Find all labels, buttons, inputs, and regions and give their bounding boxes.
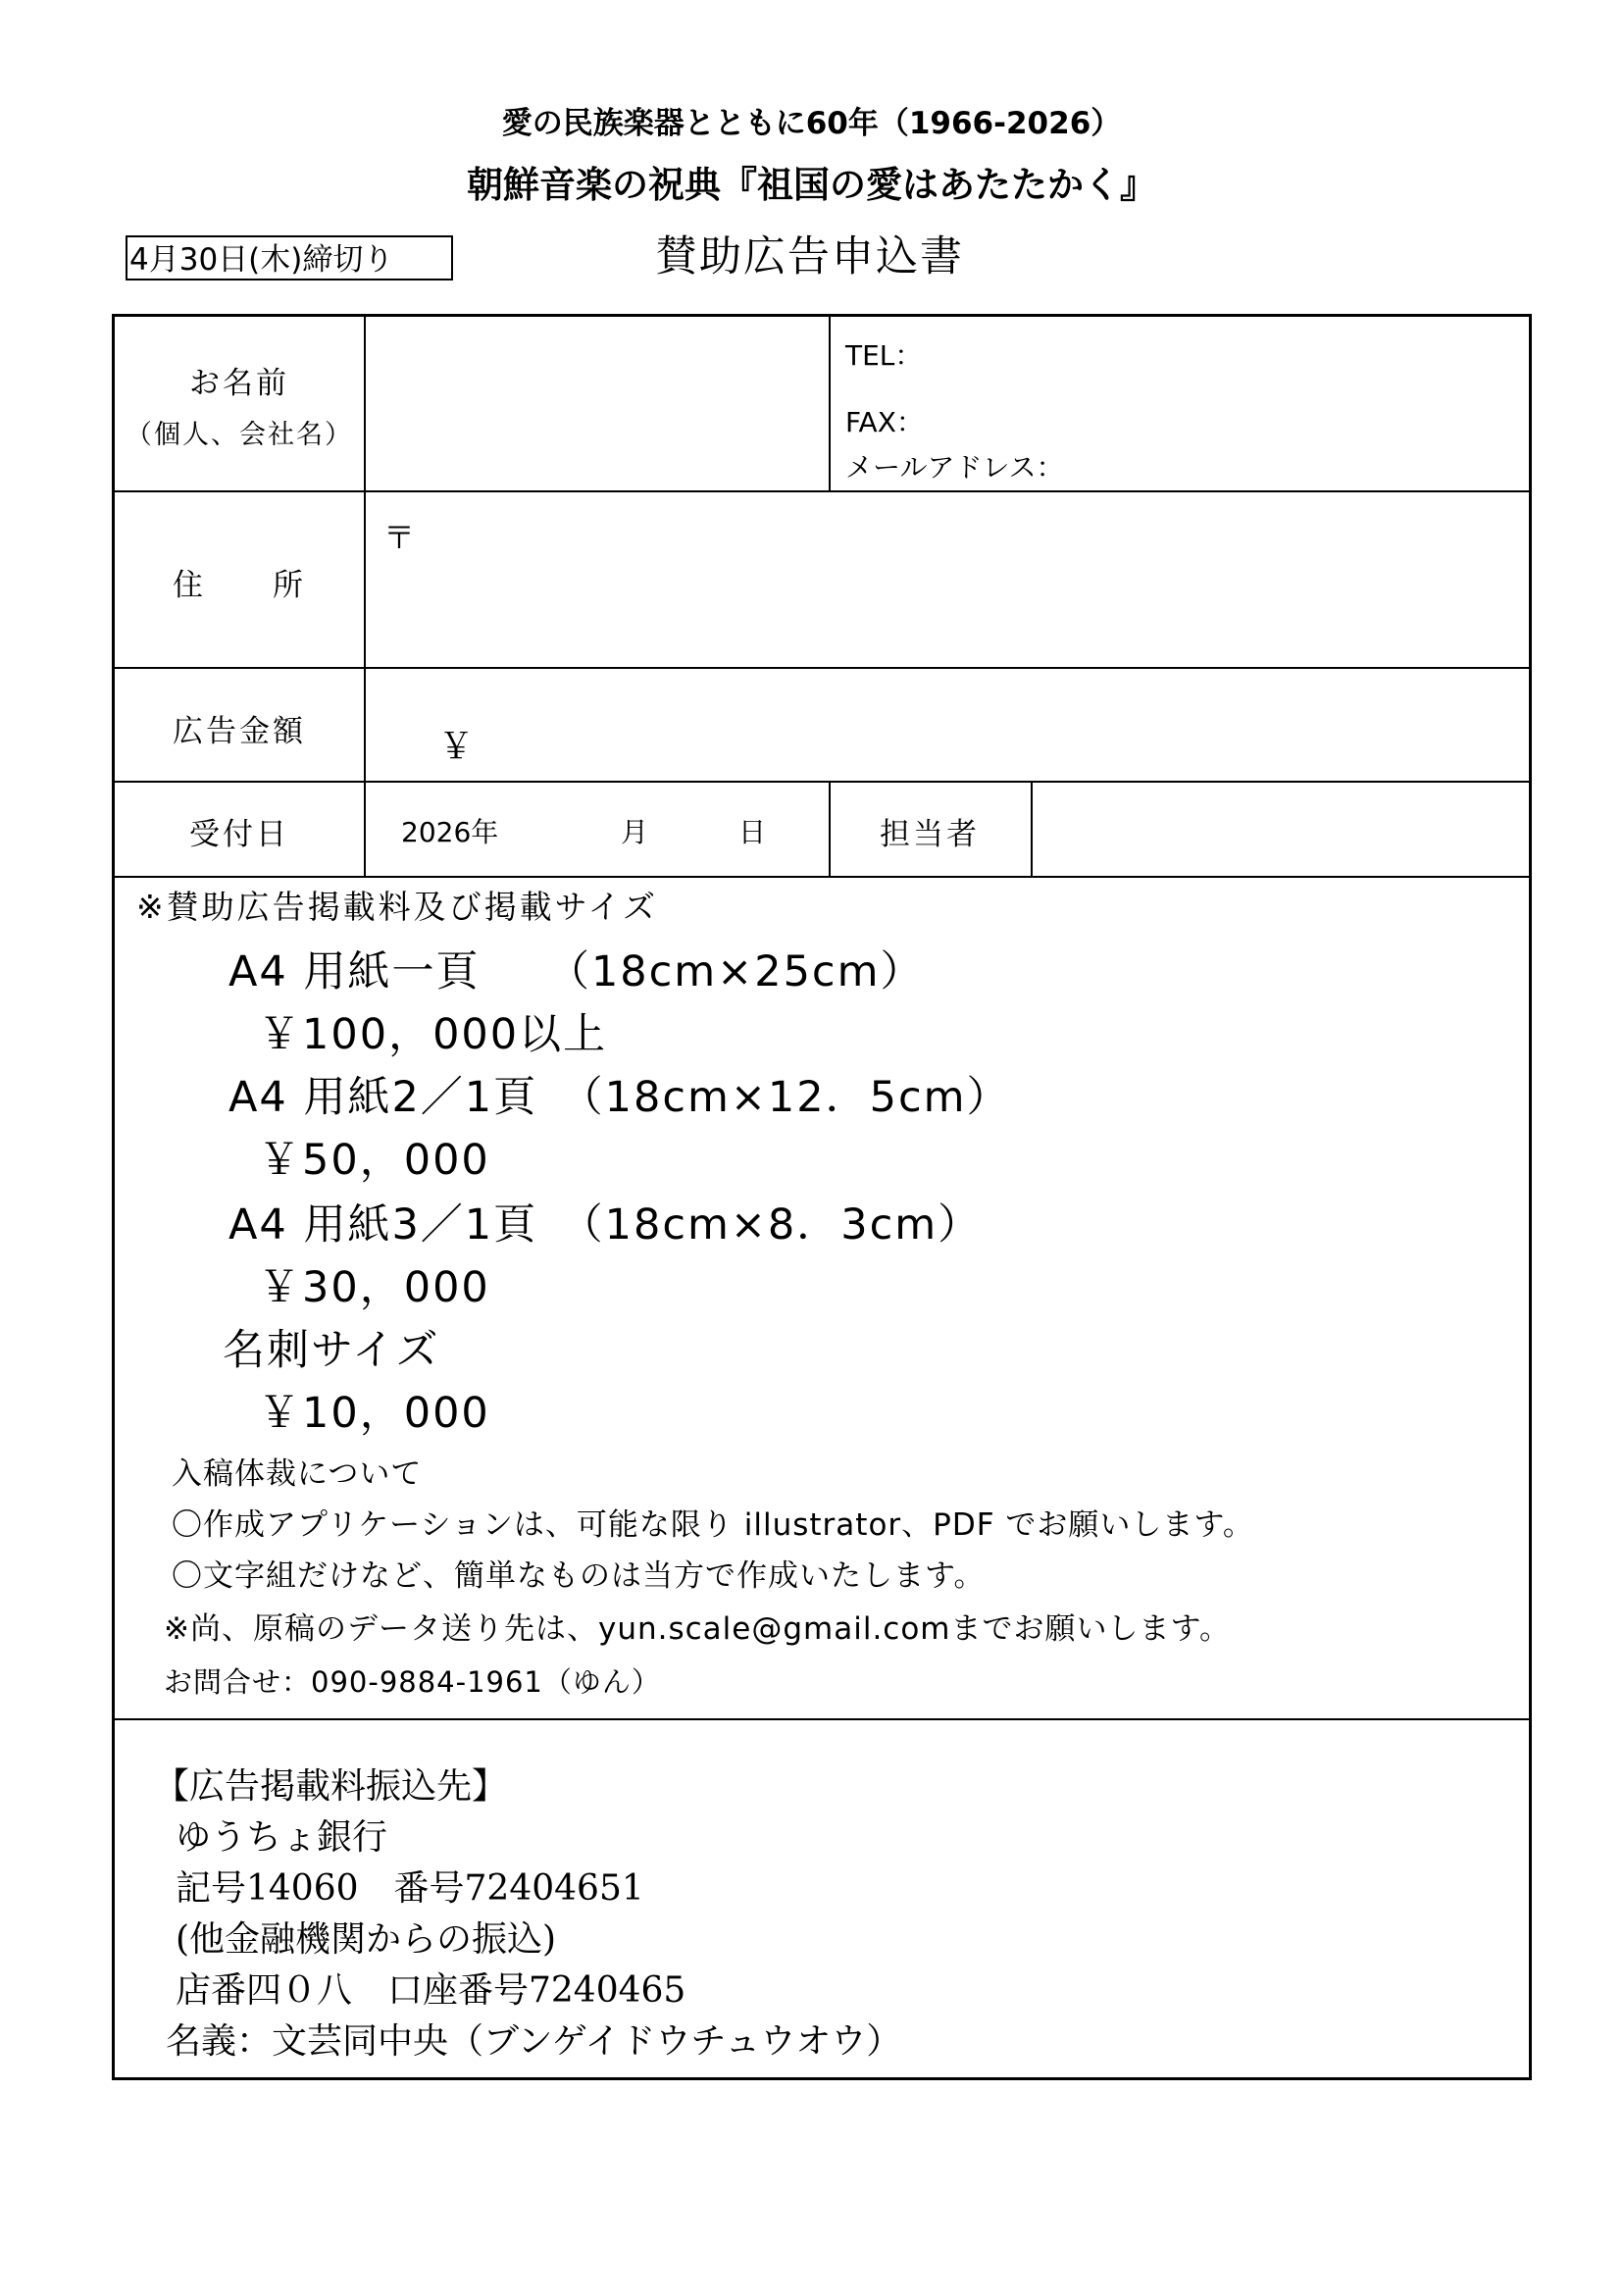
row-divider <box>115 490 1529 492</box>
amount-label: 広告金額 <box>173 714 306 749</box>
bank-account-line: 記号14060 番号72404651 <box>176 1868 644 1909</box>
notes-line: 〇作成アプリケーションは、可能な限り illustrator、PDF でお願いします。 <box>172 1507 1254 1543</box>
size-item-name: A4 用紙2／1頁 （18cm×12．5cm） <box>228 1073 1011 1122</box>
email-label: メールアドレス： <box>845 451 1064 484</box>
staff-input[interactable] <box>1039 788 1519 870</box>
email-input[interactable] <box>1076 440 1517 484</box>
form-title: 賛助広告申込書 <box>655 232 964 281</box>
row-divider <box>115 1718 1529 1720</box>
bank-holder: 名義：文芸同中央（ブンゲイドウチュウオウ） <box>166 2021 902 2062</box>
received-month: 月 <box>621 816 649 848</box>
amount-input[interactable] <box>372 676 1519 774</box>
fax-label: FAX： <box>845 406 924 438</box>
size-item-price: ￥100，000以上 <box>258 1010 608 1059</box>
sizes-heading: ※賛助広告掲載料及び掲載サイズ <box>136 888 659 926</box>
postal-mark: 〒 <box>383 519 416 556</box>
size-item-price: ￥50，000 <box>258 1136 490 1185</box>
event-subtitle: 愛の民族楽器とともに60年（1966-2026） <box>501 106 1122 141</box>
name-label: お名前 <box>189 366 289 401</box>
size-item-price: ￥30，000 <box>258 1263 490 1312</box>
tel-input[interactable] <box>958 327 1517 370</box>
address-input[interactable] <box>372 499 1519 658</box>
row-divider <box>115 876 1529 878</box>
row-divider <box>115 781 1529 783</box>
notes-heading: 入稿体裁について <box>172 1456 423 1492</box>
notes-line: 〇文字組だけなど、簡単なものは当方で作成いたします。 <box>172 1558 986 1594</box>
bank-branch-line: 店番四０八 口座番号7240465 <box>176 1970 686 2011</box>
received-date-label: 受付日 <box>189 817 289 852</box>
label-column-divider <box>364 317 366 876</box>
fax-input[interactable] <box>958 393 1517 436</box>
tel-label: TEL： <box>845 339 923 372</box>
row-divider <box>115 667 1529 669</box>
size-item-name: A4 用紙3／1頁 （18cm×8．3cm） <box>228 1200 983 1250</box>
size-item-name: 名刺サイズ <box>223 1326 440 1375</box>
name-sublabel: （個人、会社名） <box>126 420 353 450</box>
size-item-name: A4 用紙一頁 （18cm×25cm） <box>228 947 925 996</box>
bank-heading: 【広告掲載料振込先】 <box>154 1766 508 1807</box>
bank-name: ゆうちょ銀行 <box>176 1817 388 1858</box>
bank-other-note: (他金融機関からの振込) <box>176 1919 557 1960</box>
contact-line: お問合せ：090-9884-1961（ゆん） <box>164 1665 661 1699</box>
contact-column-divider <box>829 317 831 490</box>
received-day: 日 <box>738 816 767 848</box>
staff-value-divider <box>1031 781 1033 876</box>
yen-mark: ￥ <box>438 727 475 767</box>
address-label: 住 所 <box>173 568 306 603</box>
name-input[interactable] <box>372 325 823 484</box>
received-year: 2026年 <box>401 816 499 848</box>
event-title: 朝鮮音楽の祝典『祖国の愛はあたたかく』 <box>467 164 1156 206</box>
deadline-box: 4月30日(木)締切り <box>126 235 453 281</box>
application-form-table <box>112 314 1532 2080</box>
notes-line: ※尚、原稿のデータ送り先は、yun.scale@gmail.comまでお願いします。 <box>164 1611 1232 1647</box>
size-item-price: ￥10，000 <box>258 1389 490 1438</box>
staff-label: 担当者 <box>880 817 980 852</box>
